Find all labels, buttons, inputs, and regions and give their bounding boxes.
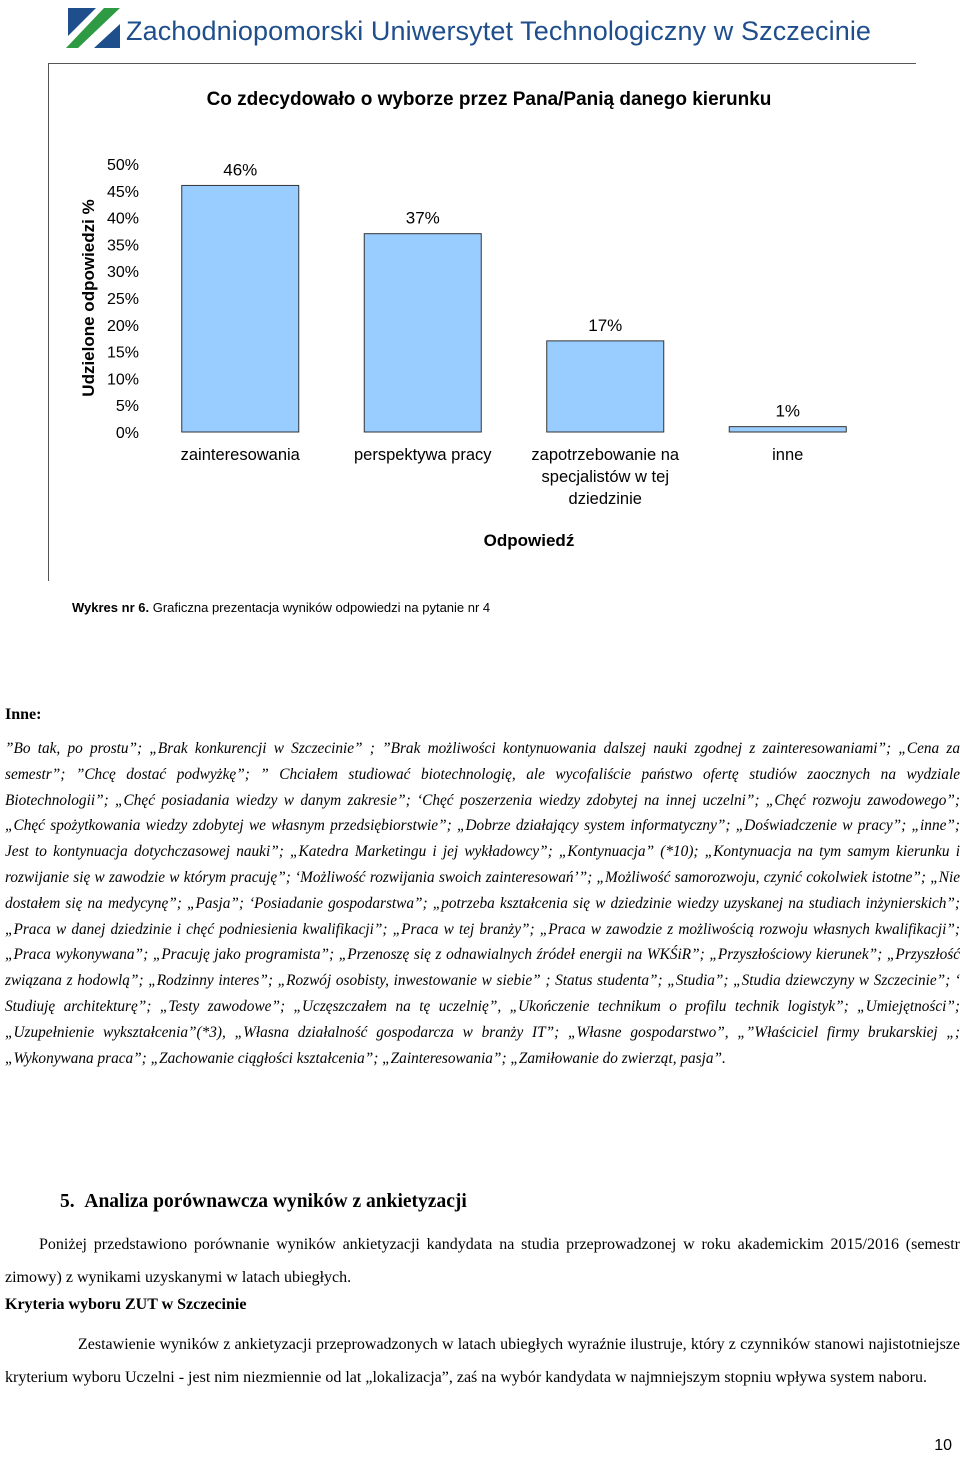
x-tick-label: inne: [772, 446, 804, 464]
intro-paragraph: Poniżej przedstawiono porównanie wyników ankietyzacji kandydata na studia przeprowadzonej w roku akademickim 2015/2016 (semestr zimowy) z wynikami uzyskanymi w latach ubiegłych.: [5, 1236, 960, 1286]
x-tick-label: perspektywa pracy: [353, 446, 492, 464]
x-tick-label: zainteresowania: [180, 446, 300, 464]
other-answers-text: ”Bo tak, po prostu”; „Brak konkurencji w Szczecinie” ; ”Brak możliwości kontynuowania dalszej nauki zgodnej z zainteresowaniami”; „Cena za semestr”; ”Chcę dostać podwyżkę”; ” Chciałem studiować biotechnologię, ale wycofaliście państwo ofertę studiów zaocznych na wydziale Biotechnologii”; „Chęć posiadania wiedzy w danym zakresie”; ‘Chęć poszerzenia wiedzy zdobytej na innej uczelni”; „Chęć rozwoju zawodowego”; „Chęć spożytkowania wiedzy zdobytej we własnym przedsiębiorstwie”; „Dobrze działający system informatyczny”; „Doświadczenie w pracy”; „inne”; Jest to kontynuacja dotychczasowej nauki”; „Katedra Marketingu i jej wykładowcy”; „Kontynuacja” (*10); „Kontynuacja na tym samym kierunku i rozwijanie się w zawodzie w którym pracuję”; ‘Możliwość rozwijania swoich zainteresowań’”; „Możliwość samorozwoju, czynić cokolwiek istotne”; „Nie dostałem się na medycynę”; „Pasja”; ‘Posiadanie gospodarstwa”; „potrzeba kształcenia się w dziedzinie wiedzy uzyskanej na studiach inżynierskich”; „Praca w danej dziedzinie i chęć podniesienia kwalifikacji”; „Praca w tej branży”; „Praca w zawodzie z możliwością rozwoju własnych kwalifikacji”; „Praca wykonywana”; „Pracuję jako programista”; „Przenoszę się z odnawialnych źródeł energii na WKŚiR”; „Przyszłościowy kierunek”; „Przyszłość związana z hodowlą”; „Rodzinny interes”; „Rozwój osobisty, inwestowanie w siebie” ; Status studenta”; „Studia”; „Studia dziewczyny w Szczecinie”; ‘ Studiuję architekturę”; „Testy zawodowe”; „Uczęszczałem na tę uczelnię”, „Ukończenie technikum o profilu technik logistyk”; „Umiejętności”; „Uzupełnienie wykształcenia”(*3), „Własna działalność gospodarcza w branży IT”; „Własne gospodarstwo”, „”Właściciel firmy brukarskiej „; „Wykonywana praca”; „Zachowanie ciągłości kształcenia”; „Zainteresowania”; „Zamiłowanie do zwierząt, pasja”.: [5, 740, 960, 1067]
bar: [547, 341, 664, 432]
y-tick-label: 15%: [106, 344, 139, 362]
y-tick-label: 10%: [106, 371, 139, 389]
section-title: Analiza porównawcza wyników z ankietyzacji: [84, 1191, 467, 1212]
data-label: 37%: [405, 208, 440, 228]
criteria-paragraph: Zestawienie wyników z ankietyzacji przeprowadzonych w latach ubiegłych wyraźnie ilustruje, który z czynników stanowi najistotniejsze kryterium wyboru Uczelni - jest nim niezmiennie od lat „lokalizacja”, zaś na wybór kandydata w najmniejszym stopniu wpływa system naboru.: [5, 1336, 960, 1386]
page-number: 10: [934, 1437, 952, 1454]
chart-title: Co zdecydowało o wyborze przez Pana/Panią danego kierunku: [206, 89, 772, 110]
figure-caption: [72, 600, 490, 615]
bar: [182, 185, 299, 432]
y-tick-label: 20%: [106, 317, 139, 335]
x-tick-label: dziedzinie: [568, 490, 642, 508]
other-answers-heading: Inne:: [5, 706, 42, 723]
caption-text: Graficzna prezentacja wyników odpowiedzi na pytanie nr 4: [149, 600, 491, 615]
y-axis-label: Udzielone odpowiedzi %: [79, 199, 98, 397]
university-name: Zachodniopomorski Uniwersytet Technologiczny w Szczecinie: [126, 16, 872, 46]
x-tick-label: zapotrzebowanie na: [531, 446, 680, 464]
y-tick-label: 0%: [115, 425, 139, 442]
zut-logo-icon: [64, 6, 122, 50]
chart-container: [48, 63, 916, 581]
y-tick-label: 40%: [106, 210, 139, 228]
y-tick-label: 5%: [115, 398, 139, 416]
y-tick-label: 25%: [106, 291, 139, 308]
x-axis-label: Odpowiedź: [483, 531, 575, 550]
y-tick-label: 30%: [106, 264, 139, 282]
page-header: [0, 0, 960, 60]
bar: [729, 427, 846, 432]
y-tick-label: 50%: [106, 157, 139, 174]
data-label: 1%: [775, 401, 801, 421]
y-tick-label: 35%: [106, 237, 139, 255]
section-heading: [60, 1191, 467, 1213]
y-tick-label: 45%: [106, 183, 139, 201]
criteria-subheading: Kryteria wyboru ZUT w Szczecinie: [5, 1296, 247, 1313]
bar: [364, 234, 481, 432]
data-label: 17%: [588, 315, 623, 335]
bar-chart: [49, 64, 916, 581]
data-label: 46%: [223, 160, 258, 180]
x-tick-label: specjalistów w tej: [541, 468, 669, 486]
caption-label: Wykres nr 6.: [72, 600, 150, 615]
section-number: 5.: [60, 1191, 75, 1212]
